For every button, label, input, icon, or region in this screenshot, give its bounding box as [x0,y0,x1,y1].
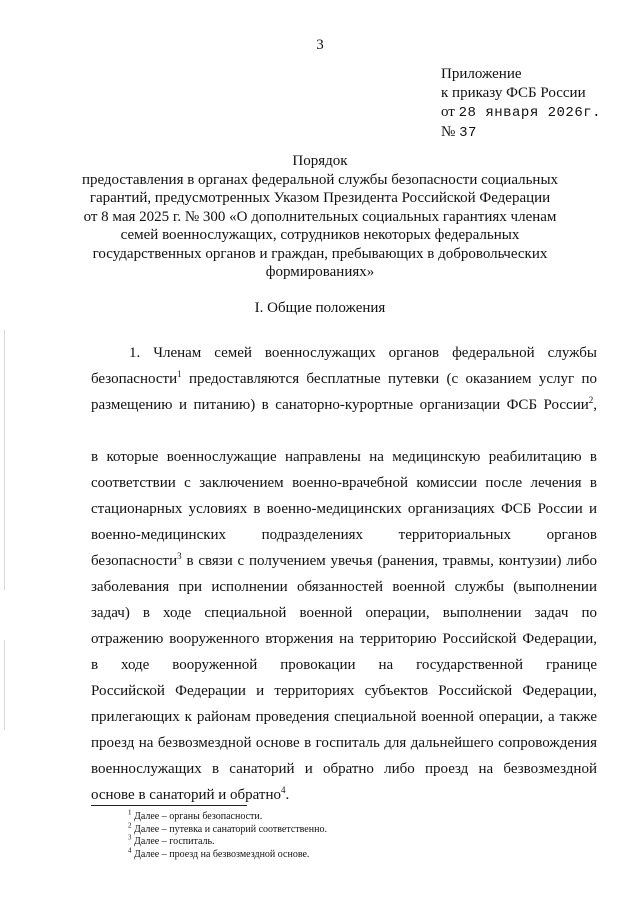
title-line: государственных органов и граждан, пребывающих в добровольческих [92,245,548,262]
paragraph-line: в ходе вооруженной провокации на государственной границе [91,657,597,673]
title-line: гарантий, предусмотренных Указом Президента Российской Федерации [89,190,551,206]
paragraph-line: безопасности$^1$ предоставляются бесплатные путевки (с оказанием услуг по [91,369,598,387]
paragraph-line: 1. Членам семей военнослужащих органов федеральной службы [129,345,597,361]
paragraph-line: прилегающих к районам проведения специальной военной операции, а также [91,709,597,725]
footnote-item: $^4$ Далее – проезд на безвозмездной основе. [128,846,310,860]
footnote-item: $^2$ Далее – путевка и санаторий соответственно. [128,821,327,835]
appendix-number-prefix: № [441,124,456,140]
appendix-number [441,123,601,143]
paragraph-line: проезд на безвозмездной основе в госпиталь для дальнейшего сопровождения [91,735,597,751]
paragraph-line: военно-медицинских подразделениях территориальных органов [91,527,597,543]
footnote-item: $^1$ Далее – органы безопасности. [128,808,263,822]
scan-edge-mark [4,330,5,590]
paragraph-line: отражению вооруженного вторжения на территорию Российской Федерации, [91,631,597,647]
appendix-label: Приложение [441,66,522,82]
paragraph-line: размещению и питанию) в санаторно-курортные организации ФСБ России$^2$, [91,395,597,413]
footnote-item: $^3$ Далее – госпиталь. [128,833,215,847]
scan-edge-mark [4,640,5,730]
paragraph-line: основе в санаторий и обратно$^4$. [91,785,290,803]
appendix-date-prefix: от [441,104,455,120]
title-heading: Порядок [292,153,348,169]
appendix-order-ref: к приказу ФСБ России [441,85,586,101]
document-title [75,152,565,282]
paragraph-line: заболевания при исполнении обязанностей военной службы (выполнении [91,579,597,595]
title-line: формированиях» [265,264,375,280]
footnote-ref: 1 [177,369,182,379]
section-heading: I. Общие положения [254,300,386,316]
appendix-block [441,65,601,143]
title-line: от 8 мая 2025 г. № 300 «О дополнительных социальных гарантиях членам [83,208,557,225]
footnotes [128,808,327,861]
title-line: семей военнослужащих, сотрудников некоторых федеральных [120,227,520,243]
footnote-ref: 2 [588,395,594,405]
paragraph-line: стационарных условиях в военно-медицинских организациях ФСБ России и [91,501,597,517]
paragraph-line: военнослужащих в санаторий и обратно либо проезд на безвозмездной [91,761,597,777]
footnote-divider [91,805,247,806]
paragraph-line: Российской Федерации и территориях субъектов Российской Федерации, [91,683,597,699]
paragraph-line: в которые военнослужащие направлены на медицинскую реабилитацию в [91,449,597,465]
footnote-ref: 4 [281,785,286,795]
appendix-number-value: 37 [459,125,477,141]
title-line: предоставления в органах федеральной службы безопасности социальных [81,171,559,188]
footnote-ref: 3 [177,551,182,561]
page-number: 3 [316,37,324,53]
paragraph-line: безопасности$^3$ в связи с получением увечья (ранения, травмы, контузии) либо [91,551,597,569]
appendix-date-value: 28 января 2026г. [458,105,602,121]
paragraph-line: задач) в ходе специальной военной операции, выполнении задач по [91,605,597,621]
paragraph-line: соответствии с заключением военно-врачебной комиссии после лечения в [91,475,597,491]
appendix-date [441,103,601,123]
